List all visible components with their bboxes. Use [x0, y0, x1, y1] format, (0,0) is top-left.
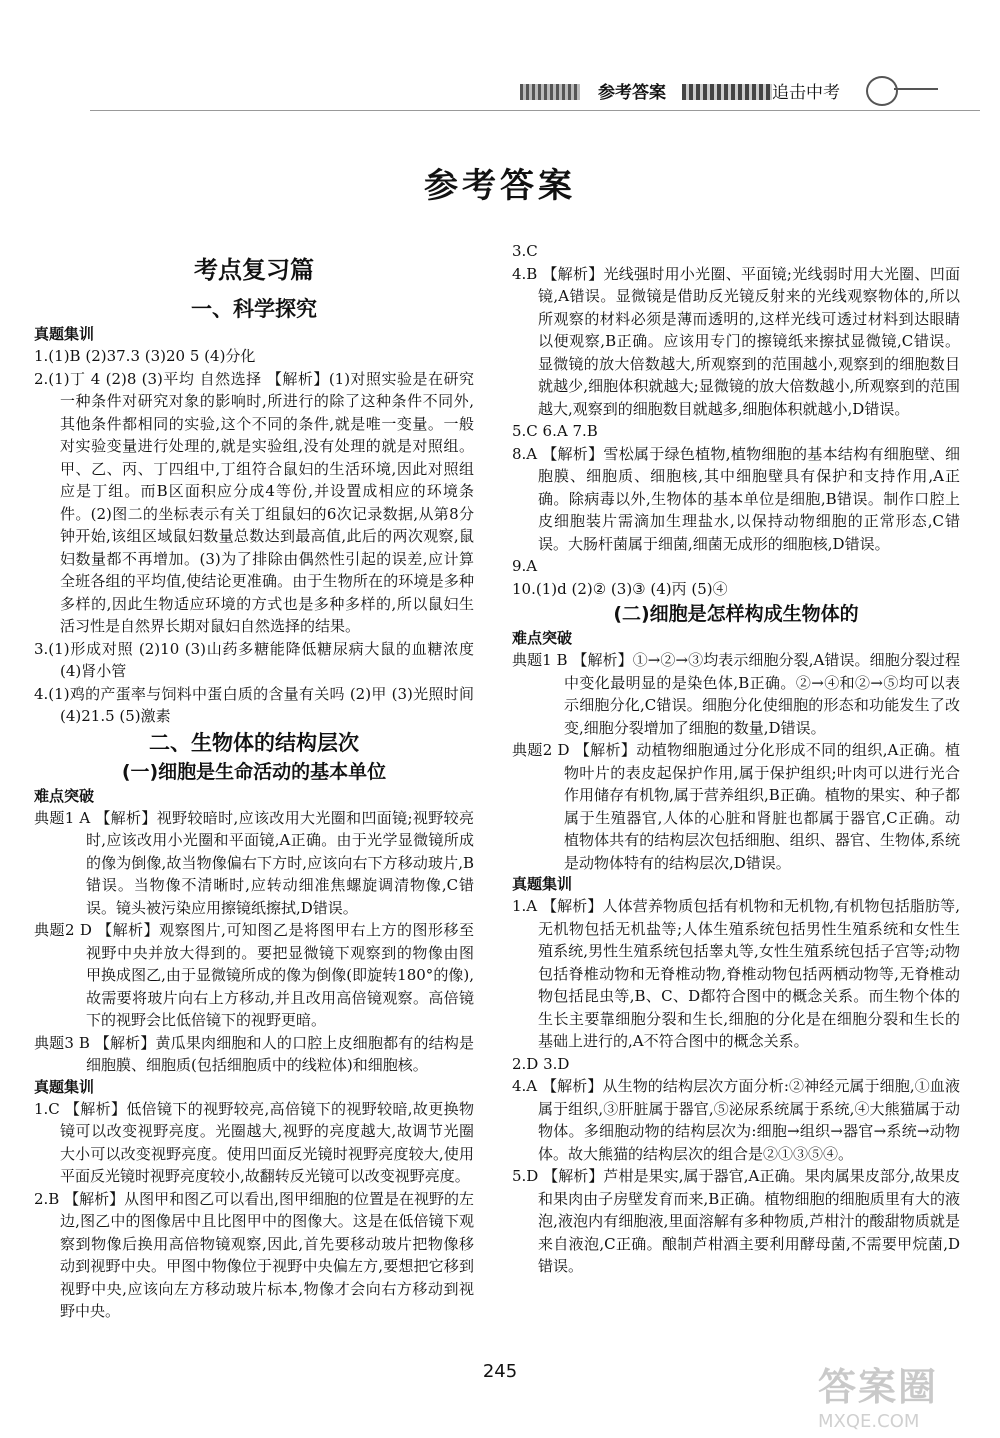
watermark-logo: 答案圈 [818, 1365, 939, 1409]
subsection-label: 难点突破 [512, 629, 573, 647]
typical-item: 典题2 D 【解析】观察图片,可知图乙是将图甲右上方的图形移至视野中央并放大得到的。要把显微镜下观察到的物像由图甲换成图乙,由于显微镜所成的像为倒像(即旋转180°的像),故需要将玻片向右上方移动,并且改用高倍镜观察。高倍镜下的视野会比低倍镜下的视野更暗。 [34, 921, 474, 1029]
header-right-title: 追击中考 [772, 83, 840, 103]
subsection-label: 真题集训 [34, 1077, 95, 1096]
typical-item: 典题2 D 【解析】动植物细胞通过分化形成不同的组织,A正确。植物叶片的表皮起保护作用,属于保护组织;叶肉可以进行光合作用储存有机物,属于营养组织,B正确。植物的果实、种子都属于生殖器官,人体的心脏和肾脏也都属于器官,C正确。动植物体共有的结构层次包括细胞、组织、器官、生物体,系统是动物体特有的结构层次,D错误。 [512, 741, 960, 872]
part-title: 考点复习篇 [194, 256, 314, 284]
header-left-title: 参考答案 [598, 83, 666, 103]
subsection-title: (一)细胞是生命活动的基本单位 [121, 760, 387, 783]
answer-item: 3.(1)形成对照 (2)10 (3)山药多糖能降低糖尿病大鼠的血糖浓度 (4)肾小管 [34, 639, 474, 680]
answer-item: 1.C 【解析】低倍镜下的视野较亮,高倍镜下的视野较暗,故更换物镜可以改变视野亮度。光圈越大,视野的亮度越大,故调节光圈大小可以改变视野亮度。使用凹面反光镜时视野亮度较大,使用平面反光镜时视野亮度较小,故翻转反光镜可以改变视野亮度。 [34, 1099, 474, 1185]
subsection-label: 难点突破 [34, 786, 95, 805]
section-title: 一、科学探究 [191, 297, 317, 321]
answer-item: 9.A [512, 557, 538, 575]
answer-item: 4.A 【解析】从生物的结构层次方面分析:②神经元属于细胞,①血液属于组织,③肝脏属于器官,⑤泌尿系统属于系统,④大熊猫属于动物体。多细胞动物的结构层次为:细胞→组织→器官→系统→动物体。故大熊猫的结构层次的组合是②①③⑤④。 [512, 1077, 960, 1163]
typical-item: 典题3 B 【解析】黄瓜果肉细胞和人的口腔上皮细胞都有的结构是细胞膜、细胞质(包括细胞质中的线粒体)和细胞核。 [34, 1033, 474, 1074]
page-number: 245 [482, 1361, 518, 1382]
section-title: 二、生物体的结构层次 [149, 730, 359, 755]
header-rule [90, 110, 980, 111]
typical-item: 典题1 B 【解析】①→②→③均表示细胞分裂,A错误。细胞分裂过程中变化最明显的是染色体,B正确。②→④和②→⑤均可以表示细胞分化,C错误。细胞分化使细胞的形态和功能发生了改变,细胞分裂增加了细胞的数量,D错误。 [512, 651, 960, 737]
answer-list [34, 345, 474, 728]
answer-item: 1.(1)B (2)37.3 (3)20 5 (4)分化 [34, 347, 256, 365]
answer-list [512, 895, 960, 1278]
subsection-title: (二)细胞是怎样构成生物体的 [613, 603, 859, 625]
subsection-label: 真题集训 [512, 875, 573, 893]
right-column [512, 240, 960, 1278]
answer-item: 4.(1)鸡的产蛋率与饲料中蛋白质的含量有关吗 (2)甲 (3)光照时间 (4)21.5 (5)激素 [34, 684, 474, 725]
answer-list [34, 1098, 474, 1323]
answer-item: 2.B 【解析】从图甲和图乙可以看出,图甲细胞的位置是在视野的左边,图乙中的图像居中且比图甲中的图像大。这是在低倍镜下观察到物像后换用高倍物镜观察,因此,首先要移动玻片把物像移动到视野中央。甲图中物像位于视野中央偏左方,要想把它移到视野中央,应该向左方移动玻片标本,物像才会向右方移动到视野中央。 [34, 1189, 474, 1320]
watermark [818, 1356, 978, 1430]
answer-item: 5.C 6.A 7.B [512, 422, 598, 440]
answer-item: 10.(1)d (2)② (3)③ (4)丙 (5)④ [512, 579, 728, 598]
page-title: 参考答案 [424, 166, 576, 206]
answer-item: 2.D 3.D [512, 1054, 570, 1073]
watermark-url: MXQE.COM [818, 1411, 920, 1432]
subsection-label: 真题集训 [34, 325, 95, 343]
header-decoration [894, 88, 938, 90]
answer-list [512, 240, 960, 600]
answer-item: 2.(1)丁 4 (2)8 (3)平均 自然选择 【解析】(1)对照实验是在研究一种条件对研究对象的影响时,所进行的除了这种条件不同外,其他条件都相同的实验,这个不同的条件,就是唯一变量。一般对实验变量进行处理的,就是实验组,没有处理的就是对照组。甲、乙、丙、丁四组中,丁组符合鼠妇的生活环境,因此对照组应是丁组。而B区面积应分成4等份,并设置成相应的环境条件。(2)图二的坐标表示有关丁组鼠妇的6次记录数据,从第8分钟开始,该组区域鼠妇数量总数达到最高值,此后的两次观察,鼠妇数量都不再增加。(3)为了排除由偶然性引起的误差,应计算全班各组的平均值,使结论更准确。由于生物所在的环境是多种多样的,因此生物适应环境的方式也是多种多样的,所以鼠妇生活习性是自然界长期对鼠妇自然选择的结果。 [34, 369, 474, 635]
header-logo-icon [866, 76, 898, 106]
running-header [520, 74, 980, 114]
header-decoration [520, 84, 580, 100]
answer-item: 5.D 【解析】芦柑是果实,属于器官,A正确。果肉属果皮部分,故果皮和果肉由子房壁发育而来,B正确。植物细胞的细胞质里有大的液泡,液泡内有细胞液,里面溶解有多种物质,芦柑汁的酸甜物质就是来自液泡,C正确。酿制芦柑酒主要利用酵母菌,不需要甲烷菌,D错误。 [512, 1167, 960, 1275]
left-column [34, 240, 474, 1323]
answer-item: 8.A 【解析】雪松属于绿色植物,植物细胞的基本结构有细胞壁、细胞膜、细胞质、细胞核,其中细胞壁具有保护和支持作用,A正确。除病毒以外,生物体的基本单位是细胞,B错误。制作口腔上皮细胞装片需滴加生理盐水,以保持动物细胞的正常形态,C错误。大肠杆菌属于细菌,细菌无成形的细胞核,D错误。 [512, 444, 960, 553]
typical-list [512, 649, 960, 874]
answer-item: 3.C [512, 242, 538, 260]
typical-item: 典题1 A 【解析】视野较暗时,应该改用大光圈和凹面镜;视野较亮时,应该改用小光圈和平面镜,A正确。由于光学显微镜所成的像为倒像,故当物像偏右下方时,应该向右下方移动玻片,B错误。当物像不清晰时,应转动细准焦螺旋调清物像,C错误。镜头被污染应用擦镜纸擦拭,D错误。 [34, 808, 474, 917]
header-decoration [682, 84, 772, 100]
answer-item: 4.B 【解析】光线强时用小光圈、平面镜;光线弱时用大光圈、凹面镜,A错误。显微镜是借助反光镜反射来的光线观察物体的,所以所观察的材料必须是薄而透明的,这样光线可透过材料到达眼睛以便观察,B正确。应该用专门的擦镜纸来擦拭显微镜,C错误。显微镜的放大倍数越大,所观察到的范围越小,观察到的细胞数目就越少,细胞体积就越大;显微镜的放大倍数越小,所观察到的范围越大,观察到的细胞数目就越多,细胞体积就越小,D错误。 [512, 264, 960, 418]
answer-item: 1.A 【解析】人体营养物质包括有机物和无机物,有机物包括脂肪等,无机物包括无机盐等;人体生殖系统包括男性生殖系统和女性生殖系统,男性生殖系统包括睾丸等,女性生殖系统包括子宫等;动物包括脊椎动物和无脊椎动物,脊椎动物包括两栖动物等,无脊椎动物包括昆虫等,B、C、D都符合图中的概念关系。而生物个体的生长主要靠细胞分裂和生长,细胞的分化是在细胞分裂和生长的基础上进行的,A不符合图中的概念关系。 [512, 897, 960, 1050]
typical-list [34, 807, 474, 1077]
